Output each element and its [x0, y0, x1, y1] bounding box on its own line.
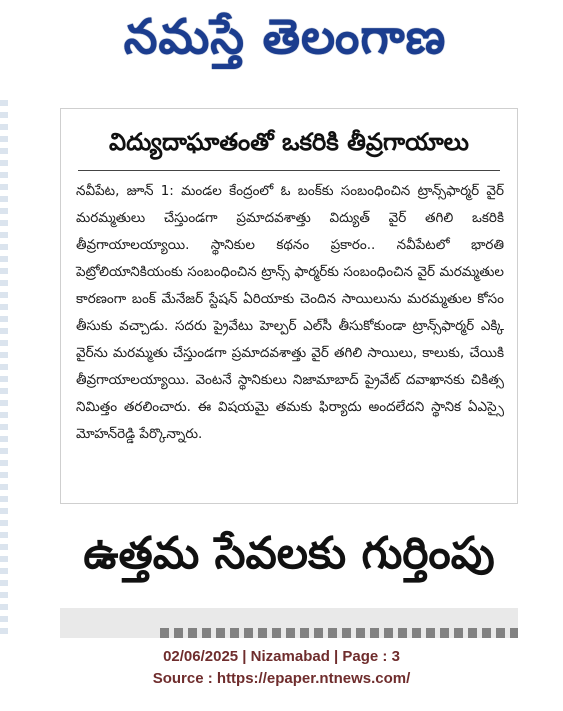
- masthead-title: నమస్తే తెలంగాణ: [123, 9, 447, 65]
- newspaper-masthead: [60, 4, 510, 82]
- next-article-clipping: [60, 608, 518, 638]
- source-link[interactable]: Source : https://epaper.ntnews.com/: [152, 670, 411, 687]
- headline-divider: [78, 170, 500, 171]
- truncated-subheadline: [160, 628, 518, 638]
- clipping-footer: [0, 646, 563, 690]
- article-headline: విద్యుదాఘాతంతో ఒకరికి తీవ్రగాయాలు: [109, 128, 469, 156]
- page-edge-strip: [0, 100, 8, 640]
- article-body: నవీపేట, జూన్ 1: మండల కేంద్రంలో ఓ బంక్‌కు సంబంధించిన ట్రాన్స్‌ఫార్మర్ వైర్ మరమ్మతులు చేస్తుండగా ప్రమాదవశాత్తు విద్యుత్ వైర్ తగిలి ఒకరికి తీవ్రగాయాలయ్యాయి. స్థానికుల కథనం ప్రకారం.. నవీపేటలో భారతి పెట్రోలియానికియంకు సంబంధించిన ట్రాన్స్ ఫార్మర్‌కు సంబంధించిన వైర్ మరమ్మతుల కారణంగా బంక్ మేనేజర్ స్టేషన్ ఏరియాకు చెందిన సాయిలును మరమ్మతుల కోసం తీసుకు వచ్చాడు. సదరు ప్రైవేటు హెల్పర్ ఎల్‌సీ తీసుకోకుండా ట్రాన్స్‌ఫార్మర్ ఎక్కి వైర్‌ను మరమ్మతు చేస్తుండగా ప్రమాదవశాత్తు వైర్ తగిలి సాయిలు, కాలుకు, చేయికి తీవ్రగాయాలయ్యాయి. వెంటనే స్థానికులు నిజామాబాద్ ప్రైవేట్ దవాఖానకు చికిత్స నిమిత్తం తరలించారు. ఈ విషయమై తమకు ఫిర్యాదు అందలేదని స్థానిక ఏఎస్సై మోహన్‌రెడ్డి పేర్కొన్నారు.: [76, 183, 504, 442]
- next-article-headline: ఉత్తమ సేవలకు గుర్తింపు: [83, 528, 495, 579]
- edition-info: 02/06/2025 | Nizamabad | Page : 3: [163, 648, 400, 665]
